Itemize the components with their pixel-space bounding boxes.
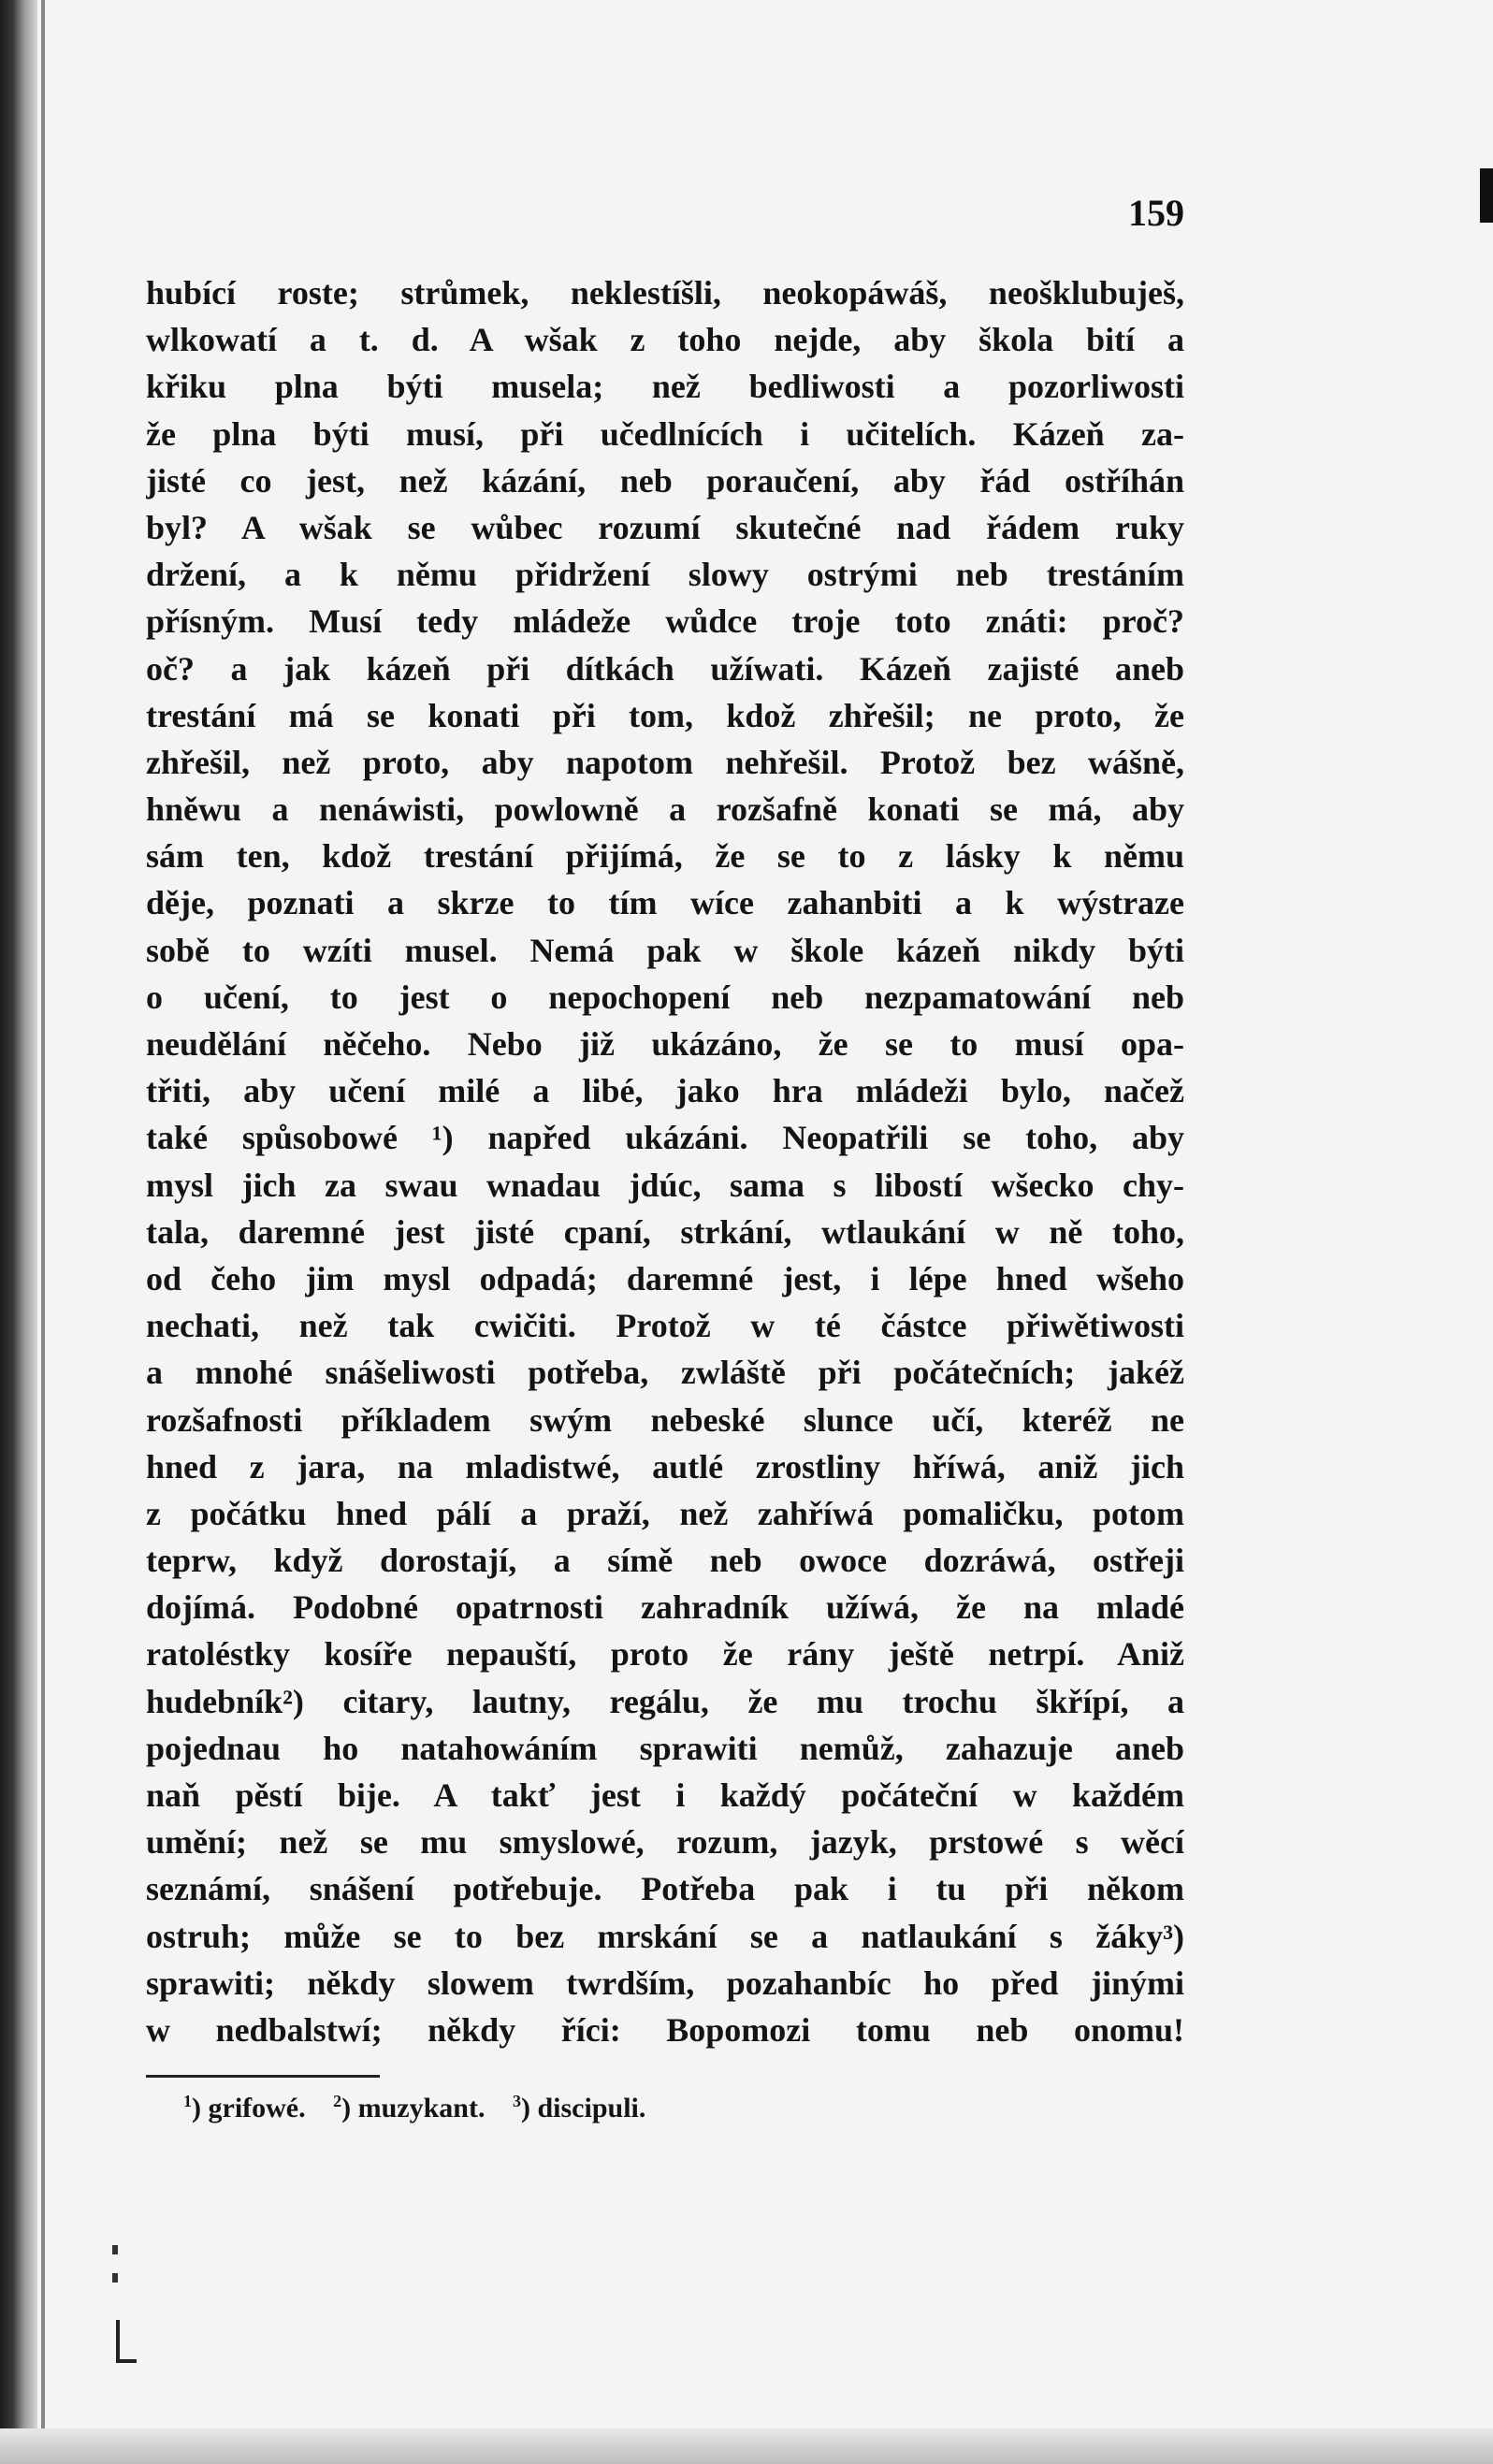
text-line: o učení, to jest o nepochopení neb nezpamatowání neb <box>146 978 1184 1016</box>
footnote-3: $^3$) discipuli. <box>512 2092 646 2123</box>
margin-speck <box>112 2245 118 2254</box>
footnotes <box>183 2082 666 2127</box>
text-line: že plna býti musí, při učedlnících i učitelích. Kázeň za- <box>146 414 1184 453</box>
text-line: ostruh; může se to bez mrskání se a natlaukání s žáky³) <box>146 1917 1184 1955</box>
text-line: naň pěstí bije. A takť jest i každý počáteční w každém <box>146 1776 1184 1814</box>
text-line: dojímá. Podobné opatrnosti zahradník užíwá, že na mladé <box>146 1588 1184 1627</box>
footnote-2: $^2$) muzykant. <box>333 2092 486 2123</box>
text-line: teprw, když dorostají, a símě neb owoce dozráwá, ostřeji <box>146 1542 1184 1580</box>
footnote-3-mark: 3 <box>512 2092 521 2110</box>
text-line: hubící roste; strůmek, neklestíšli, neokopáwáš, neošklubuješ, <box>146 274 1184 312</box>
text-line: hněwu a nenáwisti, powlowně a rozšafně konati se má, aby <box>146 790 1184 829</box>
binding-edge <box>0 0 37 2464</box>
body-text <box>146 269 1184 2053</box>
margin-speck <box>112 2273 118 2283</box>
footnote-rule <box>146 2075 380 2078</box>
text-line: rozšafnosti příkladem swým nebeské slunce učí, kteréž ne <box>146 1400 1184 1439</box>
text-line: wlkowatí a t. d. A wšak z toho nejde, aby škola bití a <box>146 321 1184 359</box>
text-line: zhřešil, než proto, aby napotom nehřešil. Protož bez wášně, <box>146 743 1184 781</box>
text-line: hned z jara, na mladistwé, autlé zrostliny hříwá, aniž jich <box>146 1447 1184 1486</box>
text-line: z počátku hned pálí a praží, než zahříwá pomaličku, potom <box>146 1494 1184 1532</box>
text-line: neudělání něčeho. Nebo již ukázáno, že se to musí opa- <box>146 1025 1184 1063</box>
text-line: umění; než se mu smyslowé, rozum, jazyk, prstowé s wěcí <box>146 1823 1184 1862</box>
text-line: a mnohé snášeliwosti potřeba, zwláště při počátečních; jakéž <box>146 1354 1184 1392</box>
text-line: držení, a k němu přidržení slowy ostrými neb trestáním <box>146 556 1184 594</box>
text-line: přísným. Musí tedy mládeže wůdce troje toto znáti: proč? <box>146 602 1184 641</box>
text-line: trestání má se konati při tom, kdož zhřešil; ne proto, že <box>146 696 1184 734</box>
footnote-3-text: discipuli. <box>537 2093 646 2123</box>
text-line: pojednau ho natahowáním sprawiti nemůž, zahazuje aneb <box>146 1729 1184 1767</box>
footnote-2-mark: 2 <box>333 2092 342 2110</box>
footnote-1-text: grifowé. <box>208 2093 306 2123</box>
page-border-line <box>41 0 45 2464</box>
bottom-edge <box>0 2428 1493 2464</box>
text-line: třiti, aby učení milé a libé, jako hra mládeži bylo, načež <box>146 1072 1184 1110</box>
edge-marker <box>1480 168 1493 223</box>
corner-mark <box>116 2320 120 2363</box>
text-line: ratoléstky kosíře nepauští, proto že rány ještě netrpí. Aniž <box>146 1635 1184 1674</box>
text-line: děje, poznati a skrze to tím wíce zahanbiti a k wýstraze <box>146 884 1184 922</box>
text-line: tala, daremné jest jisté cpaní, strkání, wtlaukání w ně toho, <box>146 1212 1184 1251</box>
text-line: jisté co jest, než kázání, neb poraučení, aby řád ostříhán <box>146 461 1184 500</box>
footnote-1: $^1$) grifowé. <box>183 2092 306 2123</box>
text-line: oč? a jak kázeň při dítkách užíwati. Kázeň zajisté aneb <box>146 649 1184 688</box>
text-line: mysl jich za swau wnadau jdúc, sama s libostí wšecko chy- <box>146 1166 1184 1204</box>
text-line: seznámí, snášení potřebuje. Potřeba pak i tu při někom <box>146 1870 1184 1908</box>
text-line: byl? A wšak se wůbec rozumí skutečné nad řádem ruky <box>146 508 1184 546</box>
text-line: sobě to wzíti musel. Nemá pak w škole kázeň nikdy býti <box>146 931 1184 969</box>
text-line: nechati, než tak cwičiti. Protož w té částce přiwětiwosti <box>146 1307 1184 1345</box>
page-number: 159 <box>1128 192 1184 234</box>
text-line: sprawiti; někdy slowem twrdším, pozahanbíc ho před jinými <box>146 1964 1184 2002</box>
text-line: sám ten, kdož trestání přijímá, že se to z lásky k němu <box>146 837 1184 876</box>
footnote-1-mark: 1 <box>183 2092 192 2110</box>
text-line: od čeho jim mysl odpadá; daremné jest, i lépe hned wšeho <box>146 1259 1184 1297</box>
text-line: také spůsobowé ¹) napřed ukázáni. Neopatřili se toho, aby <box>146 1119 1184 1157</box>
text-line: křiku plna býti musela; než bedliwosti a pozorliwosti <box>146 368 1184 406</box>
footnote-2-text: muzykant. <box>357 2093 486 2123</box>
text-line: w nedbalstwí; někdy říci: Bopomozi tomu neb onomu! <box>146 2010 1184 2049</box>
text-line: hudebník²) citary, lautny, regálu, že mu trochu škřípí, a <box>146 1682 1184 1720</box>
corner-mark <box>116 2359 137 2363</box>
